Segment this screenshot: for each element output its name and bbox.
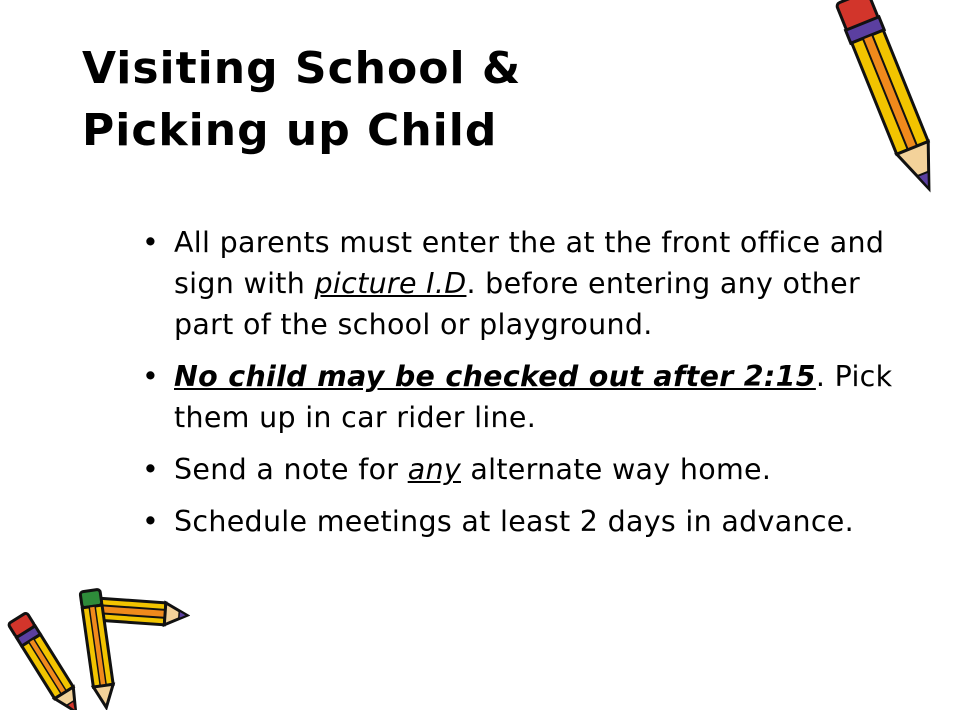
emphasis-picture-id: picture I.D — [314, 267, 467, 300]
bullet-text: All parents must enter the at the front office and sign with — [174, 226, 885, 300]
emphasis-any: any — [407, 453, 461, 486]
emphasis-checkout-deadline: No child may be checked out after 2:15 — [174, 360, 816, 393]
title-line-2: Picking up Child — [82, 105, 498, 156]
bullet-text: alternate way home. — [460, 453, 772, 486]
bullet-text: Send a note for — [174, 453, 408, 486]
bullet-text: Schedule meetings at least 2 days in advance. — [174, 505, 854, 538]
bullet-item-alternate-home — [140, 449, 910, 490]
bullet-item-meetings — [140, 501, 910, 542]
pencil-icon — [800, 0, 940, 230]
bullet-list — [140, 222, 910, 553]
title-line-1: Visiting School & — [82, 43, 522, 94]
bullet-item-id-policy — [140, 222, 910, 345]
bullet-text: . Pick them up in car rider line. — [174, 360, 893, 434]
bullet-text: . before entering any other part of the school or playground. — [174, 267, 860, 341]
pencils-icon — [0, 580, 190, 710]
bullet-item-checkout-time — [140, 356, 910, 438]
slide-title — [82, 38, 802, 162]
